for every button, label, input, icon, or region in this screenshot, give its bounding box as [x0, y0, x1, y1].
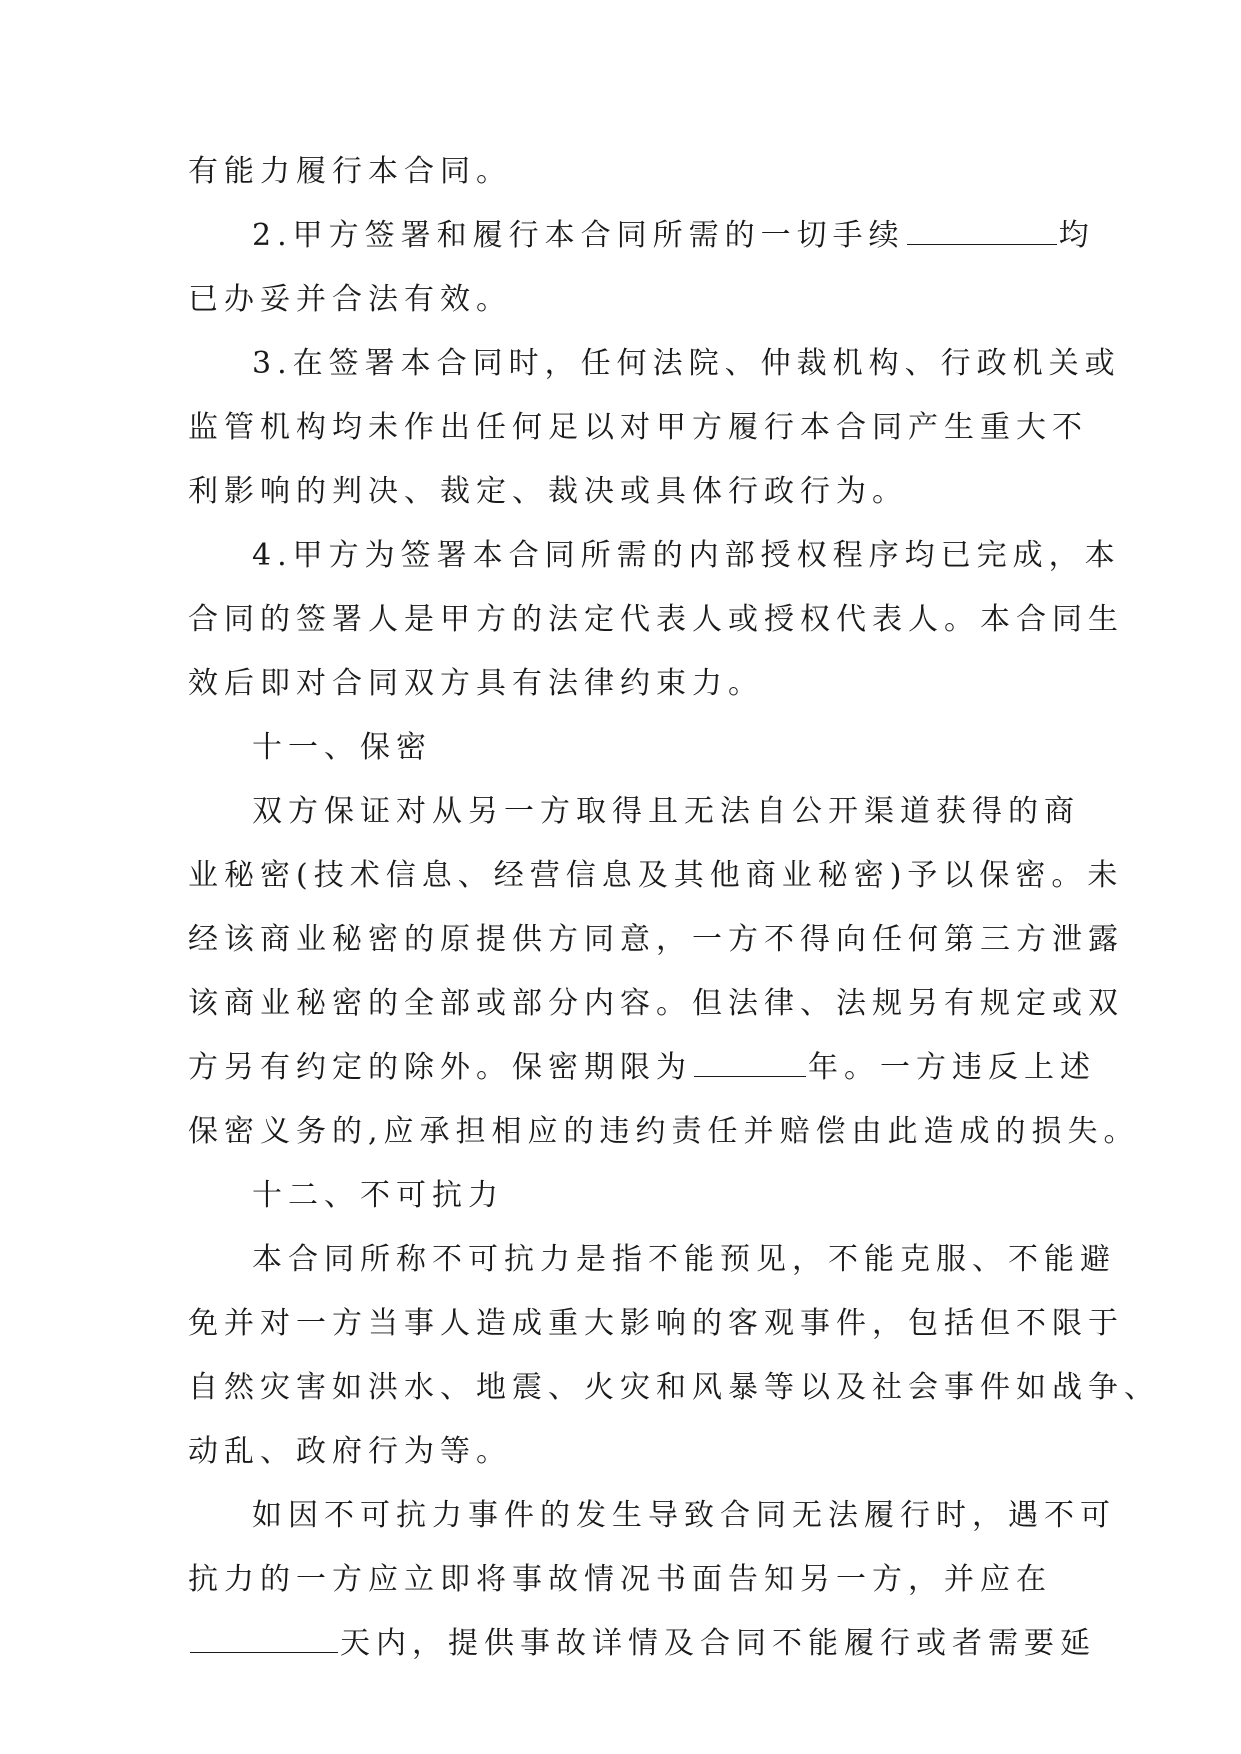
fill-in-blank: [190, 1626, 338, 1653]
document-page: [188, 140, 1160, 1676]
text: 经该商业秘密的原提供方同意，一方不得向任何第三方泄露: [188, 922, 1124, 957]
paragraph-line: [188, 204, 1095, 268]
paragraph-line: [188, 908, 1124, 972]
paragraph-line: [188, 1356, 1160, 1420]
text: 自然灾害如洪水、地震、火灾和风暴等以及社会事件如战争、: [188, 1370, 1160, 1405]
text: 2.甲方签署和履行本合同所需的一切手续: [252, 218, 905, 253]
paragraph-line: [188, 588, 1124, 652]
text: 抗力的一方应立即将事故情况书面告知另一方，并应在: [188, 1562, 1052, 1597]
section-heading: [188, 716, 1056, 780]
heading-force-majeure: 十二、不可抗力: [252, 1178, 504, 1213]
paragraph-line: [188, 1420, 1056, 1484]
text: 免并对一方当事人造成重大影响的客观事件，包括但不限于: [188, 1306, 1124, 1341]
paragraph-line: [188, 1548, 1056, 1612]
text: 本合同所称不可抗力是指不能预见，不能克服、不能避: [252, 1242, 1116, 1277]
section-heading: [188, 1164, 1056, 1228]
text: 有能力履行本合同。: [188, 154, 512, 189]
paragraph-line: [188, 652, 1056, 716]
text: 合同的签署人是甲方的法定代表人或授权代表人。本合同生: [188, 602, 1124, 637]
text: 3.在签署本合同时，任何法院、仲裁机构、行政机关或: [252, 346, 1121, 381]
paragraph-line: [188, 1036, 1096, 1100]
text: 业秘密(技术信息、经营信息及其他商业秘密)予以保密。未: [188, 858, 1124, 893]
paragraph-line: [188, 1612, 1096, 1676]
paragraph-line: [188, 972, 1124, 1036]
paragraph-line: [188, 1228, 1116, 1292]
paragraph-line: [188, 460, 1056, 524]
text: 已办妥并合法有效。: [188, 282, 512, 317]
paragraph-line: [188, 268, 1056, 332]
heading-confidentiality: 十一、保密: [252, 730, 432, 765]
paragraph-line: [188, 844, 1124, 908]
text: 保密义务的,应承担相应的违约责任并赔偿由此造成的损失。: [188, 1114, 1140, 1149]
text: 均: [1058, 218, 1095, 253]
text: 双方保证对从另一方取得且无法自公开渠道获得的商: [252, 794, 1080, 829]
text: 年。一方违反上述: [808, 1050, 1096, 1085]
paragraph-line: [188, 1292, 1124, 1356]
paragraph-line: [188, 140, 1056, 204]
paragraph-line: [188, 332, 1121, 396]
text: 4.甲方为签署本合同所需的内部授权程序均已完成，本: [252, 538, 1121, 573]
paragraph-line: [188, 1484, 1116, 1548]
text: 动乱、政府行为等。: [188, 1434, 512, 1469]
text: 利影响的判决、裁定、裁决或具体行政行为。: [188, 474, 908, 509]
text: 天内，提供事故详情及合同不能履行或者需要延: [340, 1626, 1096, 1661]
paragraph-line: [188, 780, 1080, 844]
paragraph-line: [188, 1100, 1140, 1164]
fill-in-blank: [694, 1050, 806, 1077]
paragraph-line: [188, 396, 1088, 460]
text: 监管机构均未作出任何足以对甲方履行本合同产生重大不: [188, 410, 1088, 445]
text: 效后即对合同双方具有法律约束力。: [188, 666, 764, 701]
text: 如因不可抗力事件的发生导致合同无法履行时，遇不可: [252, 1498, 1116, 1533]
text: 该商业秘密的全部或部分内容。但法律、法规另有规定或双: [188, 986, 1124, 1021]
fill-in-blank: [907, 218, 1057, 245]
text: 方另有约定的除外。保密期限为: [188, 1050, 692, 1085]
paragraph-line: [188, 524, 1121, 588]
